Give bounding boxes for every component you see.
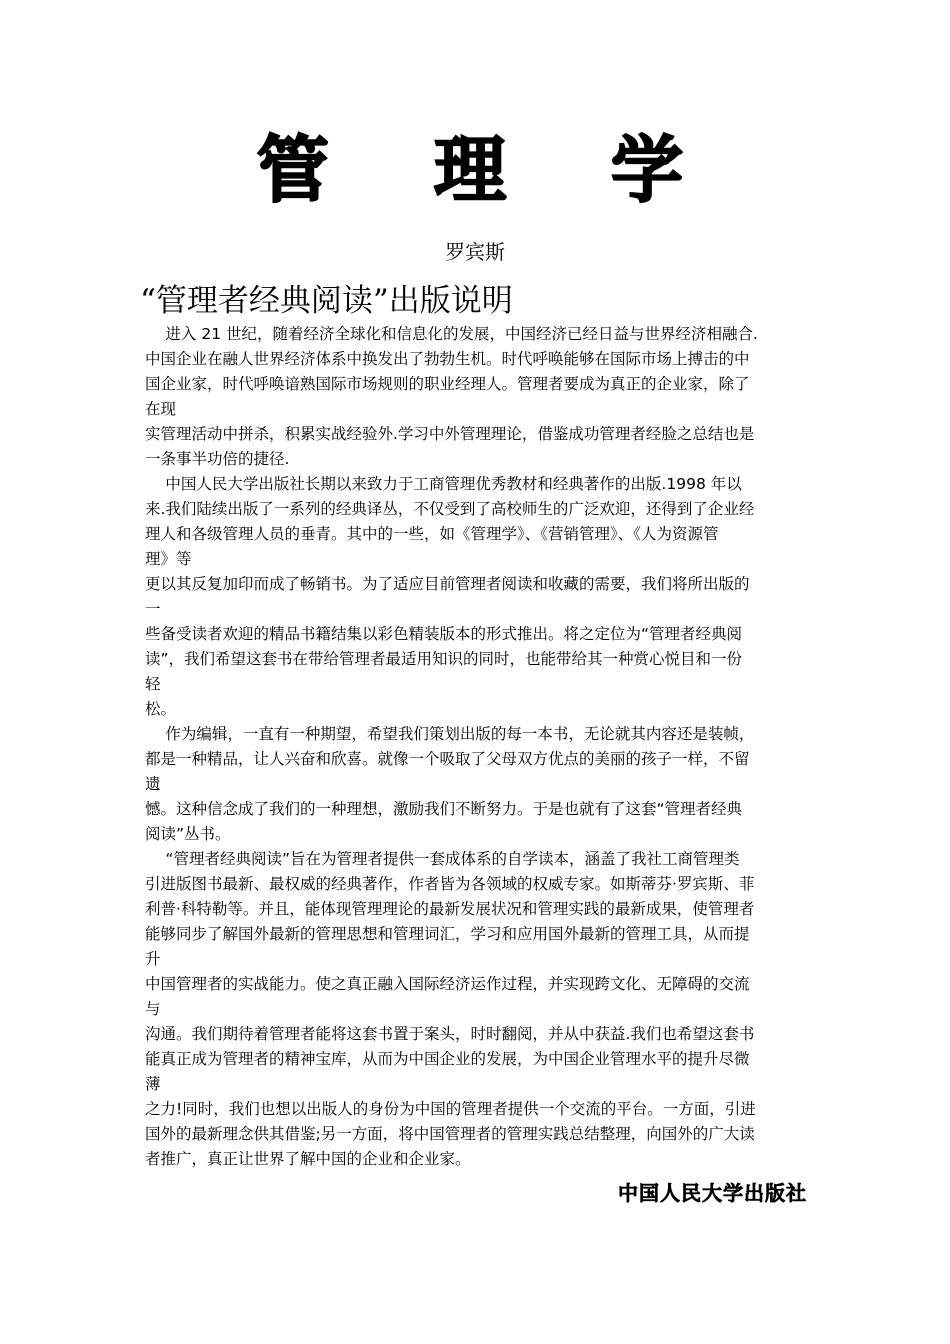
body-line: 利普·科特勒等。并且，能体现管理理论的最新发展状况和管理实践的最新成果，使管理者 (145, 900, 755, 918)
body-line: 薄 (145, 1075, 161, 1093)
body-line: 者推广，真正让世界了解中国的企业和企业家。 (145, 1150, 471, 1168)
section-heading: “管理者经典阅读”出版说明 (140, 283, 513, 319)
body-line: 读”，我们希望这套书在带给管理者最适用知识的同时，也能带给其一种赏心悦目和一份 (145, 650, 743, 668)
body-line: 轻 (145, 675, 161, 693)
body-line: 一 (145, 600, 161, 618)
body-line: 中国管理者的实战能力。使之真正融入国际经济运作过程，并实现跨文化、无障碍的交流 (145, 975, 750, 993)
body-line: 理人和各级管理人员的垂青。其中的一些，如《管理学》、《营销管理》、《人为资源管 (145, 525, 719, 543)
body-line: 中国人民大学出版社长期以来致力于工商管理优秀教材和经典著作的出版.1998 年以 (145, 475, 742, 493)
body-line: 理》等 (145, 550, 192, 568)
body-line: 作为编辑，一直有一种期望，希望我们策划出版的每一本书，无论就其内容还是装帧， (145, 725, 755, 743)
author-name: 罗宾斯 (445, 240, 505, 264)
publisher-name: 中国人民大学出版社 (618, 1181, 807, 1205)
body-line: 沟通。我们期待着管理者能将这套书置于案头，时时翻阅，并从中获益.我们也希望这套书 (145, 1025, 755, 1043)
body-line: 能够同步了解国外最新的管理思想和管理词汇，学习和应用国外最新的管理工具，从而提 (145, 925, 750, 943)
body-line: 国企业家，时代呼唤谙熟国际市场规则的职业经理人。管理者要成为真正的企业家，除了 (145, 375, 750, 393)
body-line: 阅读”丛书。 (145, 825, 231, 843)
body-line: 实管理活动中拼杀，积累实战经验外.学习中外管理理论，借鉴成功管理者经脸之总结也是 (145, 425, 755, 443)
body-line: 升 (145, 950, 161, 968)
body-line: “管理者经典阅读”旨在为管理者提供一套成体系的自学读本，涵盖了我社工商管理类 (145, 850, 740, 868)
body-line: 来.我们陆续出版了一系列的经典译丛，不仅受到了高校师生的广泛欢迎，还得到了企业经 (145, 500, 755, 518)
body-line: 能真正成为管理者的精神宝库，从而为中国企业的发展，为中国企业管理水平的提升尽微 (145, 1050, 750, 1068)
body-line: 一条事半功倍的捷径. (145, 450, 290, 468)
body-line: 在现 (145, 400, 177, 418)
body-line: 国外的最新理念供其借鉴;另一方面，将中国管理者的管理实践总结整理，向国外的广大读 (145, 1125, 755, 1143)
body-line: 引进版图书最新、最权威的经典著作，作者皆为各领域的权威专家。如斯蒂芬·罗宾斯、菲 (145, 875, 755, 893)
body-line: 与 (145, 1000, 161, 1018)
book-title: 管 理 学 (256, 127, 724, 212)
body-line: 进入 21 世纪，随着经济全球化和信息化的发展，中国经济已经日益与世界经济相融合. (145, 325, 758, 343)
body-line: 中国企业在融人世界经济体系中换发出了勃勃生机。时代呼唤能够在国际市场上搏击的中 (145, 350, 750, 368)
body-line: 憾。这种信念成了我们的一种理想，激励我们不断努力。于是也就有了这套“管理者经典 (145, 800, 743, 818)
body-line: 都是一种精品，让人兴奋和欣喜。就像一个吸取了父母双方优点的美丽的孩子一样，不留 (145, 750, 750, 768)
body-line: 松。 (145, 700, 177, 718)
body-line: 之力!同时，我们也想以出版人的身份为中国的管理者提供一个交流的平台。一方面，引进 (145, 1100, 756, 1118)
body-line: 些备受读者欢迎的精品书籍结集以彩色精装版本的形式推出。将之定位为“管理者经典阅 (145, 625, 743, 643)
body-text (145, 322, 815, 1172)
body-line: 更以其反复加印而成了畅销书。为了适应目前管理者阅读和收藏的需要，我们将所出版的 (145, 575, 750, 593)
body-line: 遗 (145, 775, 161, 793)
